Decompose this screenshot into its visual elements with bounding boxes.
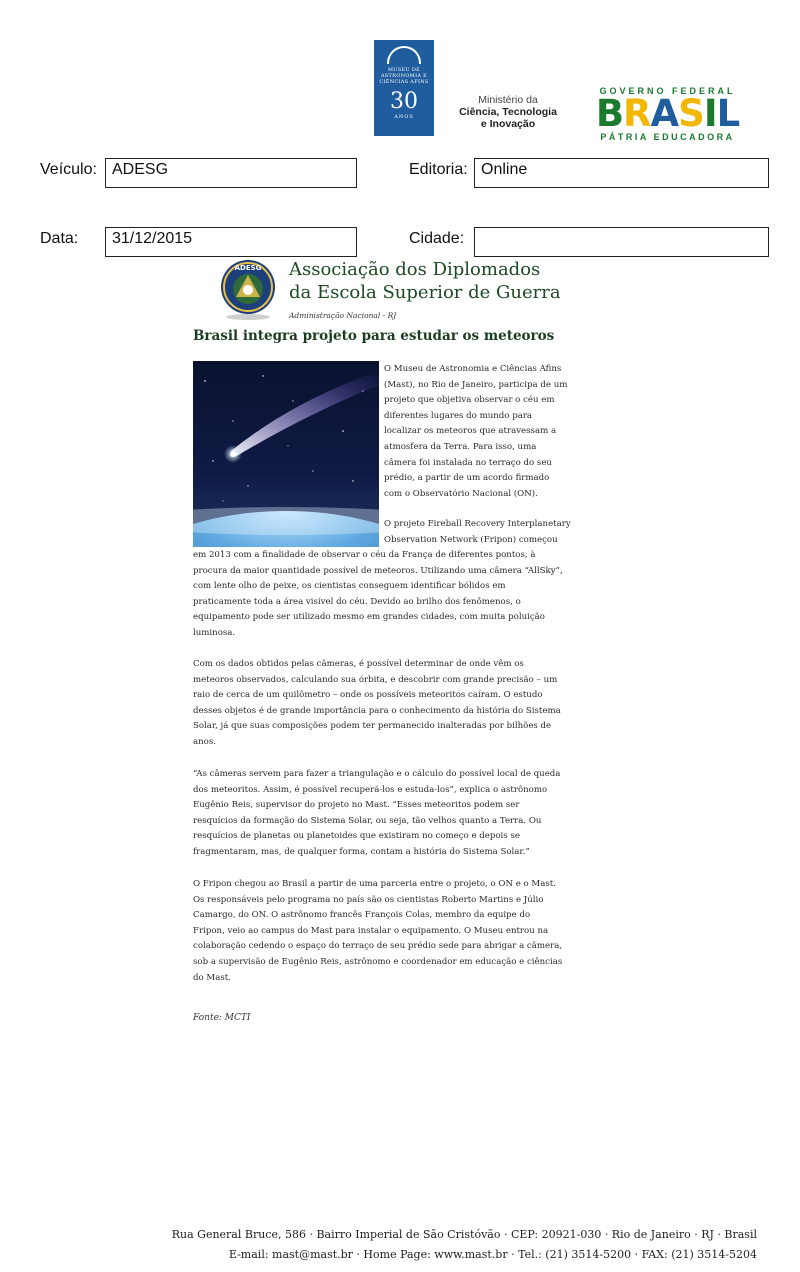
footer-line1: Rua General Bruce, 586 · Bairro Imperial de São Cristóvão · CEP: 20921-030 · Rio de Janeiro · RJ · Brasil [171, 1228, 757, 1241]
article-paragraph-3 [193, 657, 593, 751]
mcti-line3: e Inovação [480, 118, 536, 130]
mast-logo-number: 30 [390, 89, 418, 114]
veiculo-label: Veículo: [40, 161, 97, 178]
adesg-emblem-icon [219, 257, 277, 321]
gov-logo-brasil: BRASIL [595, 92, 740, 135]
text-line: Eugênio Reis, supervisor do projeto no Mast. “Esses meteoritos podem ser [193, 800, 520, 811]
article-paragraph-1 [384, 362, 594, 502]
comet-image [193, 361, 379, 547]
cidade-field[interactable] [474, 227, 769, 257]
text-line: O Museu de Astronomia e Ciências Afins [384, 364, 562, 374]
text-line: diferentes lugares do mundo para [384, 410, 533, 421]
text-line: Os responsáveis pelo programa no país são os cientistas Roberto Martins e Júlio [193, 894, 544, 905]
footer-line2: E-mail: mast@mast.br · Home Page: www.mast.br · Tel.: (21) 3514-5200 · FAX: (21) 3514-5204 [228, 1248, 757, 1261]
article-paragraph-5 [193, 877, 593, 986]
text-line: Solar, já que suas composições podem ter permanecido inalteradas por bilhões de [193, 721, 552, 732]
text-line: resquícios de planetas ou planetoides que existiram no começo e depois se [193, 831, 520, 842]
text-line: O Fripon chegou ao Brasil a partir de uma parceria entre o projeto, o ON e o Mast. [193, 879, 556, 889]
text-line: colaboração cedendo o espaço do terraço de seu prédio sede para abrigar a câmera, [193, 941, 563, 952]
text-line: prédio, a partir de um acordo firmado [384, 473, 550, 484]
mcti-line2: Ciência, Tecnologia [459, 106, 557, 118]
footer-address [172, 1225, 757, 1265]
mast-logo-anos: ANOS [394, 114, 414, 120]
text-line: atmosfera da Terra. Para isso, uma [384, 441, 537, 452]
article-paragraph-2 [193, 548, 593, 642]
org-title [289, 258, 561, 304]
governo-federal-logo [585, 86, 750, 142]
text-line: do Mast. [193, 972, 231, 983]
text-line: Observation Network (Fripon) começou [384, 534, 558, 545]
text-line: localizar os meteoros que atravessam a [384, 426, 557, 437]
gov-logo-bottom: PÁTRIA EDUCADORA [600, 132, 735, 142]
text-line: com lente olho de peixe, os cientistas conseguem identificar bólidos em [193, 581, 506, 592]
data-field[interactable]: 31/12/2015 [105, 227, 357, 257]
editoria-label: Editoria: [409, 161, 468, 178]
mast-logo [374, 40, 434, 136]
text-line: Camargo, do ON. O astrônomo francês François Colas, membro da equipe do [193, 910, 531, 921]
text-line: luminosa. [193, 627, 236, 638]
article-headline: Brasil integra projeto para estudar os meteoros [193, 328, 555, 344]
article-paragraph-4 [193, 767, 593, 861]
text-line: dos meteoritos. Assim, é possível recuperá-los e estuda-los”, explica o astrônomo [193, 784, 548, 795]
text-line: com o Observatório Nacional (ON). [384, 488, 538, 499]
text-line: Fripon, veio ao campus do Mast para instalar o equipamento. O Museu entrou na [193, 925, 549, 936]
org-title-line1: Associação dos Diplomados [289, 259, 541, 280]
text-line: fragmentaram, mas, de qualquer forma, contam a história do Sistema Solar.” [193, 846, 530, 857]
org-subtitle: Administração Nacional - RJ [289, 311, 397, 320]
cidade-label: Cidade: [409, 230, 465, 247]
text-line: equipamento pode ser utilizado mesmo em grandes cidades, com muita poluição [193, 612, 545, 623]
text-line: resquícios da formação do Sistema Solar, ou seja, tão velhos quanto a Terra. Ou [193, 815, 542, 826]
data-label: Data: [40, 230, 79, 247]
text-line: em 2013 com a finalidade de observar o céu da França de diferentes pontos, à [193, 550, 536, 560]
mcti-line1: Ministério da [478, 94, 538, 106]
text-line: (Mast), no Rio de Janeiro, participa de um [384, 379, 568, 390]
text-line: raio de cerca de um quilômetro – onde os possíveis meteoritos caíram. O estudo [193, 690, 543, 701]
text-line: projeto que objetiva observar o céu em [384, 395, 555, 406]
article-source: Fonte: MCTI [193, 1013, 251, 1023]
text-line: “As câmeras servem para fazer a triangulação e o cálculo do possível local de queda [193, 769, 561, 779]
mcti-logo [447, 94, 569, 130]
article-paragraph-2-side [384, 517, 594, 548]
text-line: Com os dados obtidos pelas câmeras, é possível determinar de onde vêm os [193, 659, 524, 669]
text-line: O projeto Fireball Recovery Interplanetary [384, 519, 571, 529]
text-line: sob a supervisão de Eugênio Reis, astrônomo e coordenador em educação e ciências [193, 956, 563, 967]
svg-text:ADESG: ADESG [234, 264, 262, 272]
text-line: praticamente toda a área visível do céu. Devido ao brilho dos fenômenos, o [193, 596, 521, 607]
text-line: procura da maior quantidade possível de meteoros. Utilizando uma câmera “AllSky”, [193, 565, 563, 576]
observatory-dome-icon [387, 46, 421, 64]
text-line: câmera foi instalada no terraço do seu [384, 457, 552, 468]
mast-logo-text: MUSEU DE ASTRONOMIA E CIÊNCIAS AFINS [379, 67, 429, 85]
text-line: desses objetos é de grande importância para o conhecimento da história do Sistema [193, 705, 561, 716]
text-line: meteoros observados, calculando sua órbita, e descobrir com grande precisão – um [193, 674, 558, 685]
org-title-line2: da Escola Superior de Guerra [289, 282, 561, 303]
veiculo-field[interactable]: ADESG [105, 158, 357, 188]
editoria-field[interactable]: Online [474, 158, 769, 188]
text-line: anos. [193, 736, 216, 747]
gov-logo-top: GOVERNO FEDERAL [599, 86, 736, 96]
